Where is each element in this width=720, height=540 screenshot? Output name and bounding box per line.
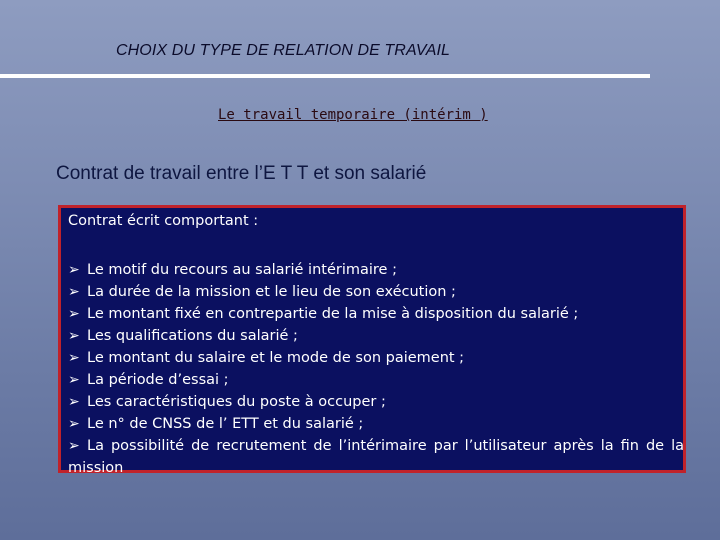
arrow-bullet-icon: ➢ (68, 284, 80, 300)
arrow-bullet-icon: ➢ (68, 394, 80, 410)
arrow-bullet-icon: ➢ (68, 328, 80, 344)
list-item-text: La possibilité de recrutement de l’intérimaire par l’utilisateur après la fin de la mission (68, 438, 684, 476)
list-item (68, 259, 684, 281)
list-item (68, 303, 684, 325)
list-item (68, 281, 684, 303)
arrow-bullet-icon: ➢ (68, 350, 80, 366)
list-item-text: Le n° de CNSS de l’ ETT et du salarié ; (87, 416, 364, 432)
list-item (68, 391, 684, 413)
list-item-text: Le montant du salaire et le mode de son paiement ; (87, 350, 465, 366)
arrow-bullet-icon: ➢ (68, 416, 80, 432)
arrow-bullet-icon: ➢ (68, 306, 80, 322)
list-item-text: Le motif du recours au salarié intérimaire ; (87, 262, 397, 278)
list-item-text: La durée de la mission et le lieu de son exécution ; (87, 284, 456, 300)
list-item-text: La période d’essai ; (87, 372, 229, 388)
contract-content-box (58, 205, 686, 476)
list-item (68, 347, 684, 369)
section-heading: Contrat de travail entre l’E T T et son salarié (56, 163, 427, 184)
list-item-text: Les qualifications du salarié ; (87, 328, 298, 344)
arrow-bullet-icon: ➢ (68, 372, 80, 388)
list-item (68, 325, 684, 347)
list-item (68, 413, 684, 435)
slide-title: CHOIX DU TYPE DE RELATION DE TRAVAIL (116, 42, 451, 59)
list-item (68, 369, 684, 391)
arrow-bullet-icon: ➢ (68, 262, 80, 278)
arrow-bullet-icon: ➢ (68, 438, 80, 454)
slide-subtitle: Le travail temporaire (intérim ) (218, 107, 488, 123)
contract-items-list (68, 259, 684, 479)
list-item (68, 435, 684, 479)
list-item-text: Le montant fixé en contrepartie de la mise à disposition du salarié ; (87, 306, 579, 322)
title-divider (0, 74, 650, 78)
list-item-text: Les caractéristiques du poste à occuper ; (87, 394, 386, 410)
contract-intro: Contrat écrit comportant : (68, 213, 259, 229)
